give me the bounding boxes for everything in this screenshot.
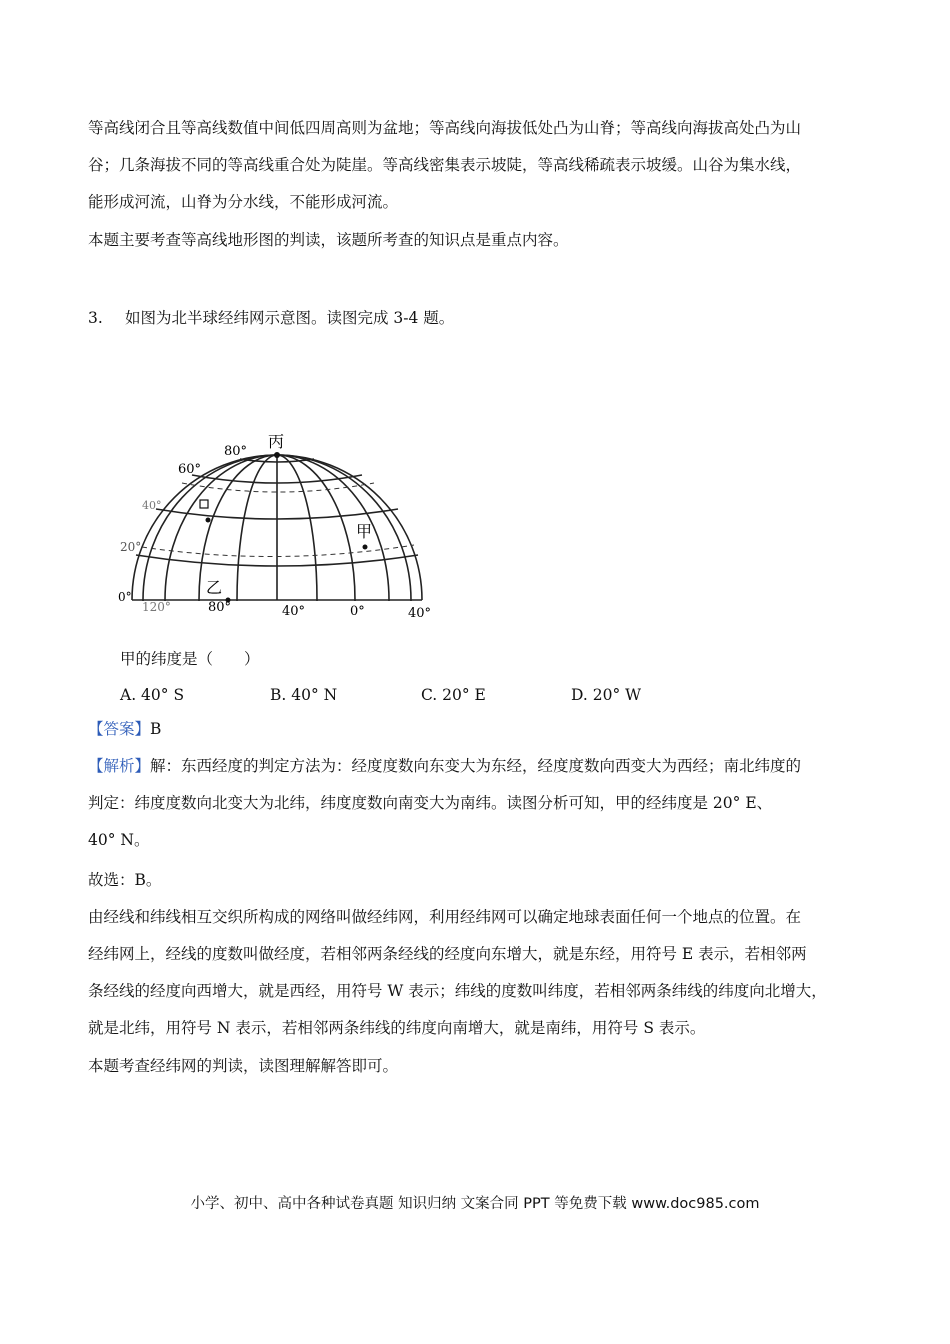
analysis-line: 40° N。 [88,831,150,849]
lat-label-60: 60° [178,462,202,477]
graticule-lines [132,455,422,625]
lat-label-0: 0° [118,590,132,604]
summary: 本题考查经纬网的判读，读图理解解答即可。 [88,1057,399,1075]
lon-label-120: 120° [142,600,171,614]
point-ding-box [200,500,208,508]
text-line: 等高线闭合且等高线数值中间低四周高则为盆地；等高线向海拔低处凸为山脊；等高线向海拔高处凸为山 [88,119,802,137]
answer [88,714,868,744]
lat-label-20: 20° [120,540,142,554]
option-a: A. 40° S [120,686,185,704]
question-intro [88,300,868,337]
analysis-line: 判定：纬度度数向北变大为北纬，纬度度数向南变大为南纬。读图分析可知，甲的经纬度是 20° E、 [88,794,773,812]
analysis [88,748,868,859]
label-bing: 丙 [268,432,285,451]
lon-label-40e: 40° [408,606,432,621]
option-d: D. 20° W [571,686,642,704]
answer-value: B [150,720,162,738]
analysis-tag: 【解析】 [88,757,151,775]
text-line: 由经线和纬线相互交织所构成的网络叫做经纬网，利用经纬网可以确定地球表面任何一个地点的位置。在 [88,908,802,926]
point-ding-dot [206,518,211,523]
conclusion: 故选：B。 [88,871,162,889]
label-yi: 乙 [206,578,223,597]
prev-explanation [88,110,868,221]
explanation [88,899,868,1047]
analysis-line: 解：东西经度的判定方法为：经度度数向东变大为东经，经度度数向西变大为西经；南北纬度的 [150,757,802,775]
lon-label-80: 80° [208,600,232,615]
text-line: 就是北纬，用符号 N 表示，若相邻两条纬线的纬度向南增大，就是南纬，用符号 S 表示。 [88,1019,706,1037]
answer-tag: 【答案】 [88,720,151,738]
text-line: 能形成河流，山脊为分水线，不能形成河流。 [88,193,399,211]
prev-summary: 本题主要考查等高线地形图的判读，该题所考查的知识点是重点内容。 [88,231,569,249]
option-c: C. 20° E [421,686,486,704]
footer: 小学、初中、高中各种试卷真题 知识归纳 文案合同 PPT 等免费下载 www.doc985.com [190,1196,760,1212]
lon-label-40w: 40° [282,604,306,619]
text-line: 条经线的经度向西增大，就是西经，用符号 W 表示；纬线的度数叫纬度，若相邻两条纬线的纬度向北增大， [88,982,827,1000]
lon-label-0: 0° [350,604,365,619]
graticule-figure [112,425,442,625]
lat-label-40: 40° [142,499,162,512]
text-line: 经纬网上，经线的度数叫做经度，若相邻两条经线的经度向东增大，就是东经，用符号 E 表示，若相邻两 [88,945,807,963]
question-intro-text: 如图为北半球经纬网示意图。读图完成 3-4 题。 [124,309,455,327]
text-line [88,748,868,785]
point-bing [274,452,280,458]
text-line: 谷；几条海拔不同的等高线重合处为陡崖。等高线密集表示坡陡，等高线稀疏表示坡缓。山谷为集水线， [88,156,802,174]
label-jia: 甲 [356,522,373,541]
point-jia-dot [363,545,368,550]
question-number: 3. [88,309,103,327]
question-stem: 甲的纬度是（ ） [120,650,260,668]
option-b: B. 40° N [270,686,338,704]
lat-label-80: 80° [224,444,248,459]
